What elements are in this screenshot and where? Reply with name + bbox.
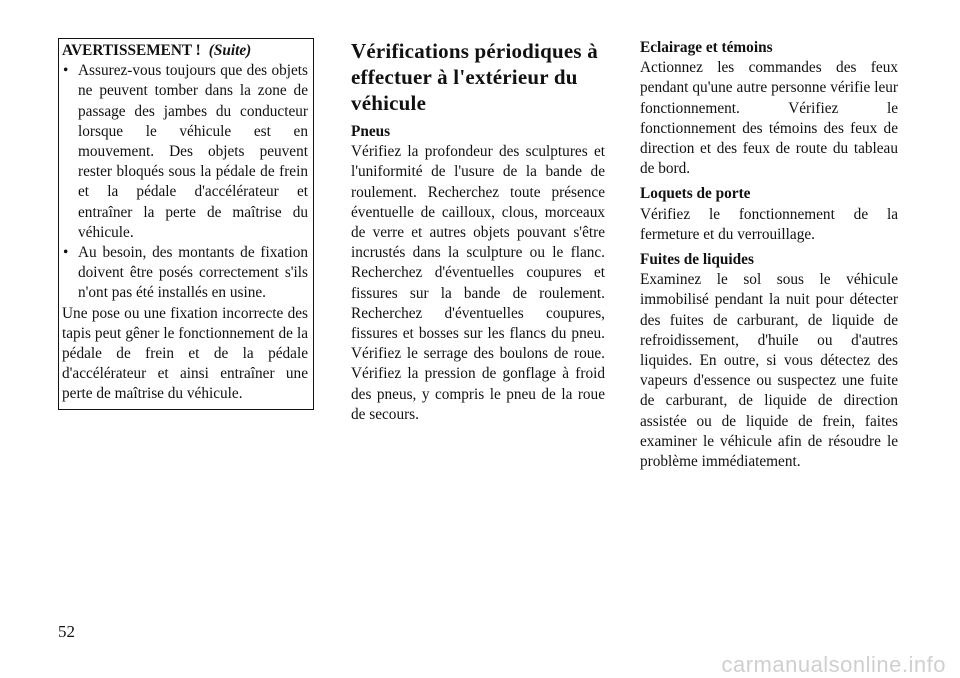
warning-bullet-text: Assurez-vous toujours que des objets ne peuvent tomber dans la zone de passage des jambes du conducteur lorsque le véhicule est en mouvement. Des objets peuvent rester bloqués sous la pédale de frein et la pédale d'accélérateur et entraîner la perte de maîtrise du véhicule. [78, 62, 308, 241]
fuites-heading: Fuites de liquides [640, 251, 754, 269]
warning-bullet-list [62, 61, 308, 303]
pneus-block [351, 122, 605, 425]
section-title: Vérifications périodiques à effectuer à l'extérieur du véhicule [351, 39, 598, 115]
middle-column [351, 38, 605, 430]
warning-suite: (Suite) [208, 42, 252, 59]
eclairage-heading: Eclairage et témoins [640, 39, 773, 56]
page-number: 52 [58, 622, 75, 641]
watermark: carmanualsonline.info [721, 652, 946, 677]
fuites-block [640, 250, 898, 472]
warning-paragraph: Une pose ou une fixation incorrecte des tapis peut gêner le fonctionnement de la pédale de frein et de la pédale d'accélérateur et ainsi entraîner une perte de maîtrise du véhicule. [62, 304, 308, 403]
pneus-text: Vérifiez la profondeur des sculptures et l'uniformité de l'usure de la bande de roulement. Recherchez toute présence éventuelle de cailloux, clous, morceaux de verre et autres objets pouvant s'être incrustés dans la sculpture ou le flanc. Recherchez d'éventuelles coupures et fissures sur la bande de roulement. Recherchez d'éventuelles coupures, fissures et bosses sur les flancs du pneu. Vérifiez le serrage des boulons de roue. Vérifiez la pression de gonflage à froid des pneus, y compris le pneu de la roue de secours. [351, 143, 605, 423]
pneus-heading: Pneus [351, 123, 391, 140]
warning-title: AVERTISSEMENT ! [62, 42, 201, 59]
loquets-heading: Loquets de porte [640, 185, 751, 203]
warning-bullet [62, 243, 308, 304]
bullet-icon: • [63, 62, 69, 80]
warning-box [58, 38, 314, 410]
left-column [58, 38, 314, 410]
warning-bullet-text: Au besoin, des montants de fixation doivent être posés correctement s'ils n'ont pas été installés en usine. [78, 244, 308, 302]
right-column [640, 38, 898, 477]
fuites-text: Examinez le sol sous le véhicule immobilisé pendant la nuit pour détecter des fuites de carburant, de liquide de refroidissement, d'huile ou d'autres liquides. En outre, si vous détectez des vapeurs d'essence ou suspectez une fuite de carburant, de liquide de direction assistée ou de liquide de frein, faites examiner le véhicule afin de résoudre le problème immédiatement. [640, 271, 898, 471]
warning-bullet [62, 61, 308, 243]
warning-title-line [62, 41, 308, 61]
eclairage-text: Actionnez les commandes des feux pendant qu'une autre personne vérifie leur fonctionnement. Vérifiez le fonctionnement des témoins des feux de direction et des feux de route du tableau de bord. [640, 59, 898, 178]
bullet-icon: • [63, 244, 69, 262]
eclairage-block [640, 38, 898, 179]
loquets-block [640, 184, 898, 245]
loquets-text: Vérifiez le fonctionnement de la fermeture et du verrouillage. [640, 205, 898, 243]
